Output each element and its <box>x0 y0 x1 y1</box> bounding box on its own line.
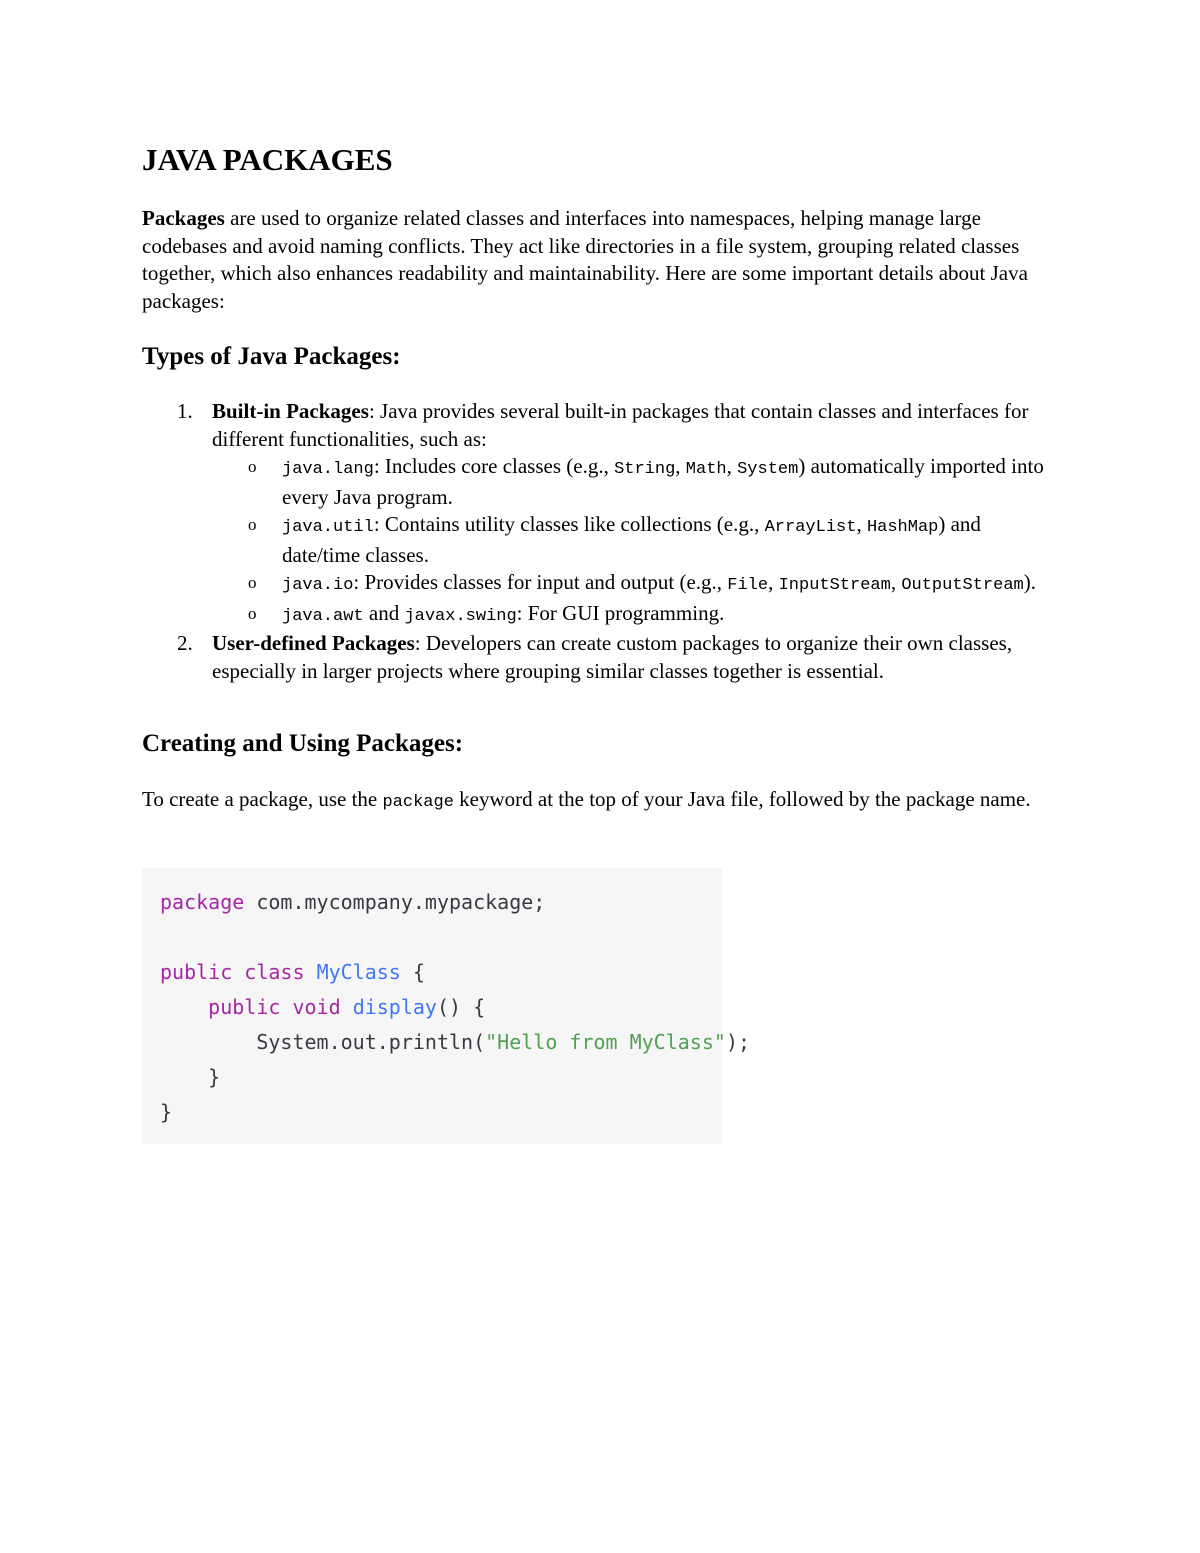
sublist-item-java-lang <box>212 453 1062 511</box>
sublist-text: : For GUI programming. <box>516 600 725 625</box>
code-text: com.mycompany.mypackage; <box>244 890 546 914</box>
inline-code: OutputStream <box>901 576 1024 595</box>
list-item-text: : Java provides several built-in packages that contain classes and interfaces for different functionalities, such as: <box>212 399 1029 451</box>
code-line <box>160 1025 751 1060</box>
inline-code: InputStream <box>778 576 891 595</box>
creating-text: keyword at the top of your Java file, followed by the package name. <box>453 787 1031 811</box>
sublist-text: , <box>768 570 779 594</box>
inline-code: Math <box>685 460 727 479</box>
sublist-item-java-io <box>212 569 1062 600</box>
code-line <box>160 955 722 990</box>
built-in-packages-sublist <box>212 453 1062 630</box>
inline-code: String <box>614 460 676 479</box>
inline-code: javax.swing <box>404 606 517 626</box>
list-item-built-in <box>142 398 1062 630</box>
list-item-user-defined <box>142 630 1062 685</box>
sublist-text: : Provides classes for input and output (e.g., <box>353 570 728 594</box>
sublist-item-java-awt <box>212 600 1062 631</box>
code-text: { <box>400 960 425 984</box>
code-function-name: display <box>352 995 437 1019</box>
code-keyword: public <box>208 995 281 1019</box>
code-line <box>160 1095 722 1130</box>
code-line-empty <box>160 920 722 955</box>
code-text: ); <box>725 1030 751 1054</box>
bullet-icon: o <box>248 573 257 592</box>
inline-code: System <box>737 460 799 479</box>
code-keyword: public <box>160 960 233 984</box>
sublist-text: ). <box>1023 570 1036 594</box>
code-text: System.out.println( <box>256 1030 486 1054</box>
list-number: 1. <box>177 399 193 423</box>
code-line <box>160 990 722 1025</box>
inline-code: java.io <box>282 576 354 595</box>
inline-code: java.awt <box>282 606 364 626</box>
heading-creating-packages: Creating and Using Packages: <box>142 730 464 757</box>
bullet-icon: o <box>248 515 257 534</box>
sublist-text: ) and date/time classes. <box>282 512 981 567</box>
intro-text: are used to organize related classes and interfaces into namespaces, helping manage large codebases and avoid naming conflicts. They act like directories in a file system, grouping related classes together, which also enhances readability and maintainability. Here are some important details about Java packages: <box>142 206 1028 313</box>
list-item-term: User-defined Packages <box>212 631 415 655</box>
inline-code: ArrayList <box>764 518 857 537</box>
code-class-name: MyClass <box>316 960 401 984</box>
inline-code: java.lang <box>282 460 374 479</box>
code-keyword: class <box>244 960 305 984</box>
list-item-term: Built-in Packages <box>212 399 369 423</box>
code-string: "Hello from MyClass" <box>485 1030 726 1054</box>
list-number: 2. <box>177 631 193 655</box>
bullet-icon: o <box>248 457 257 476</box>
package-types-list <box>142 398 1062 685</box>
inline-code: HashMap <box>866 518 939 537</box>
sublist-text: , <box>856 512 867 536</box>
creating-text: To create a package, use the <box>142 787 383 811</box>
page-title: JAVA PACKAGES <box>142 142 393 177</box>
sublist-text: : Contains utility classes like collections (e.g., <box>373 512 765 536</box>
creating-paragraph <box>142 786 1047 817</box>
sublist-text: , <box>890 570 902 594</box>
code-block <box>142 868 751 1144</box>
code-text: () { <box>436 995 486 1019</box>
code-line <box>160 885 722 920</box>
inline-code: package <box>382 793 454 812</box>
code-keyword: void <box>292 995 341 1019</box>
code-text: } <box>208 1065 221 1089</box>
sublist-text: and <box>363 600 405 625</box>
sublist-text: , <box>675 454 686 478</box>
inline-code: File <box>727 576 769 595</box>
intro-bold-term: Packages <box>142 206 225 230</box>
sublist-text: ) automatically imported into every Java program. <box>282 454 1044 509</box>
intro-paragraph <box>142 205 1047 315</box>
code-text: } <box>160 1100 173 1124</box>
bullet-icon: o <box>248 603 257 623</box>
list-item-text: : Developers can create custom packages to organize their own classes, especially in larger projects where grouping similar classes together is essential. <box>212 631 1013 683</box>
code-keyword: package <box>160 890 245 914</box>
sublist-text: : Includes core classes (e.g., <box>373 454 615 478</box>
sublist-text: , <box>726 454 738 478</box>
code-line <box>160 1060 722 1095</box>
inline-code: java.util <box>282 518 374 537</box>
heading-types-of-packages: Types of Java Packages: <box>142 343 401 370</box>
sublist-item-java-util <box>212 511 1062 569</box>
